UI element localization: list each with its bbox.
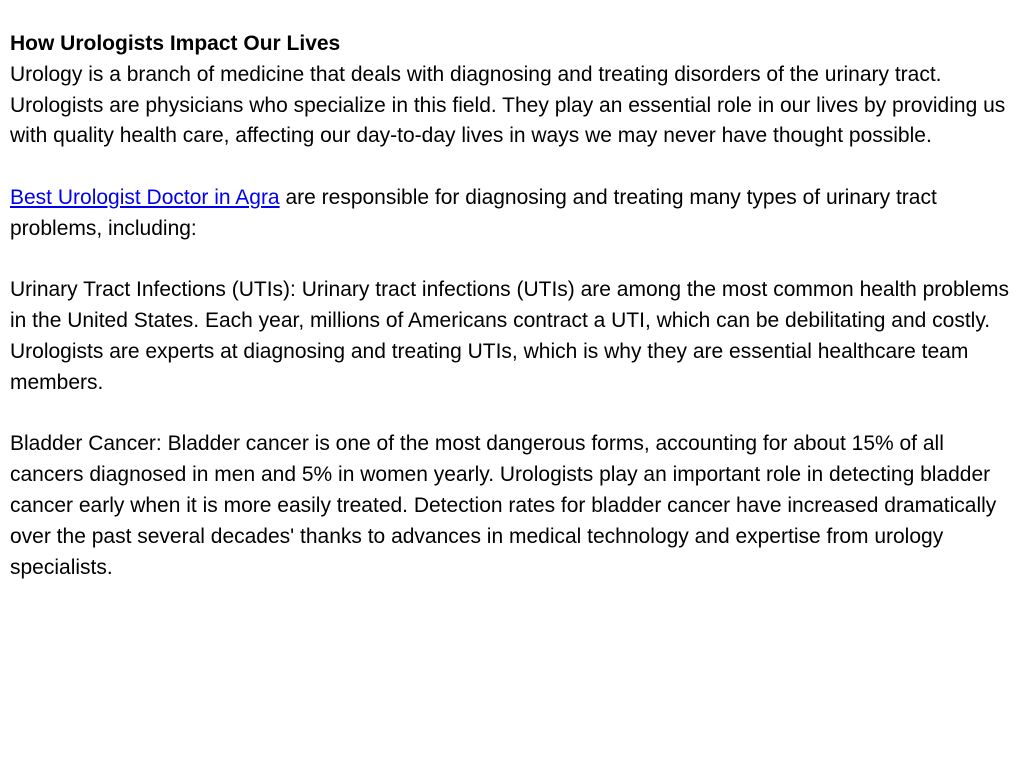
paragraph-spacer [10,399,1016,430]
uti-paragraph: Urinary Tract Infections (UTIs): Urinary tract infections (UTIs) are among the most common health problems in the United States. Each year, millions of Americans contract a UTI, which can be debilitating and costly. Urologists are experts at diagnosing and treating UTIs, which is why they are essential healthcare team members. [10,278,1009,394]
link-paragraph [10,183,1016,245]
paragraph-spacer [10,152,1016,183]
bladder-cancer-paragraph: Bladder Cancer: Bladder cancer is one of the most dangerous forms, accounting for about 15% of all cancers diagnosed in men and 5% in women yearly. Urologists play an important role in detecting bladder cancer early when it is more easily treated. Detection rates for bladder cancer have increased dramatically over the past several decades' thanks to advances in medical technology and expertise from urology specialists. [10,432,997,579]
intro-paragraph: Urology is a branch of medicine that deals with diagnosing and treating disorders of the urinary tract. Urologists are physicians who specialize in this field. They play an essential role in our lives by providing us with quality health care, affecting our day-to-day lives in ways we may never have thought possible. [10,62,1006,148]
link-paragraph-text: are responsible for diagnosing and treating many types of urinary tract problems, including: [10,185,937,240]
urologist-agra-link[interactable]: Best Urologist Doctor in Agra [10,185,280,209]
paragraph-spacer [10,245,1016,276]
document-title: How Urologists Impact Our Lives [10,32,341,55]
document-body [10,29,1016,583]
